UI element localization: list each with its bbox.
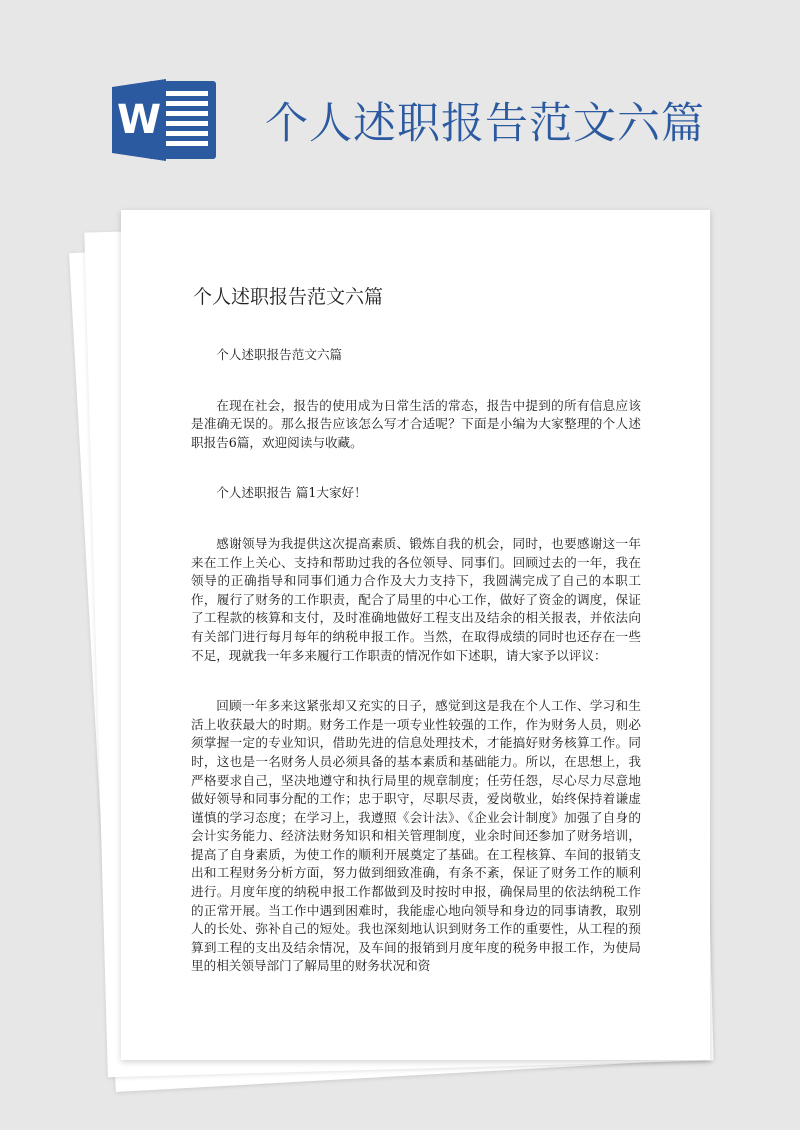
document-body — [191, 346, 641, 976]
word-document-icon — [110, 75, 225, 165]
header-banner — [0, 0, 800, 210]
document-paragraph: 个人述职报告范文六篇 — [216, 347, 343, 362]
document-title: 个人述职报告范文六篇 — [193, 286, 384, 308]
header-title: 个人述职报告范文六篇 — [265, 99, 705, 149]
document-paragraph: 在现在社会，报告的使用成为日常生活的常态，报告中提到的所有信息应该是准确无误的。那么报告应该怎么写才合适呢？下面是小编为大家整理的个人述职报告6篇，欢迎阅读与收藏。 — [191, 397, 641, 450]
document-paragraph: 感谢领导为我提供这次提高素质、锻炼自我的机会，同时，也要感谢这一年来在工作上关心、支持和帮助过我的各位领导、同事们。回顾过去的一年，我在领导的正确指导和同事们通力合作及大力支持下，我圆满完成了自己的本职工作，履行了财务的工作职责，配合了局里的中心工作，做好了资金的调度，保证了工程款的核算和支付，及时准确地做好工程支出及结余的相关报表，并依法向有关部门进行每月每年的纳税申报工作。当然，在取得成绩的同时也还存在一些不足，现就我一年多来履行工作职责的情况作如下述职，请大家予以评议： — [191, 535, 641, 663]
document-page — [121, 210, 710, 1060]
document-paragraph: 个人述职报告 篇1大家好！ — [216, 485, 367, 501]
svg-text:W: W — [116, 97, 162, 143]
document-paragraph: 回顾一年多来这紧张却又充实的日子，感觉到这是我在个人工作、学习和生活上收获最大的时期。财务工作是一项专业性较强的工作，作为财务人员，则必须掌握一定的专业知识，借助先进的信息处理技术，才能搞好财务核算工作。同时，这也是一名财务人员必须具备的基本素质和基础能力。所以，在思想上，我严格要求自己，坚决地遵守和执行局里的规章制度；任劳任怨，尽心尽力尽意地做好领导和同事分配的工作；忠于职守，尽职尽责，爱岗敬业，始终保持着谦虚谨慎的学习态度；在学习上，我遵照《会计法》、《企业会计制度》加强了自身的会计实务能力、经济法财务知识和相关管理制度，业余时间还参加了财务培训，提高了自身素质，为使工作的顺利开展奠定了基础。在工程核算、车间的报销支出和工程财务分析方面，努力做到细致准确，有条不紊，保证了财务工作的顺利进行。月度年度的纳税申报工作都做到及时按时申报，确保局里的依法纳税工作的正常开展。当工作中遇到困难时，我能虚心地向领导和身边的同事请教，取别人的长处、弥补自己的短处。我也深刻地认识到财务工作的重要性，从工程的预算到工程的支出及结余情况，及车间的报销到月度年度的税务申报工作，为使局里的相关领导部门了解局里的财务状况和资 — [191, 698, 641, 974]
